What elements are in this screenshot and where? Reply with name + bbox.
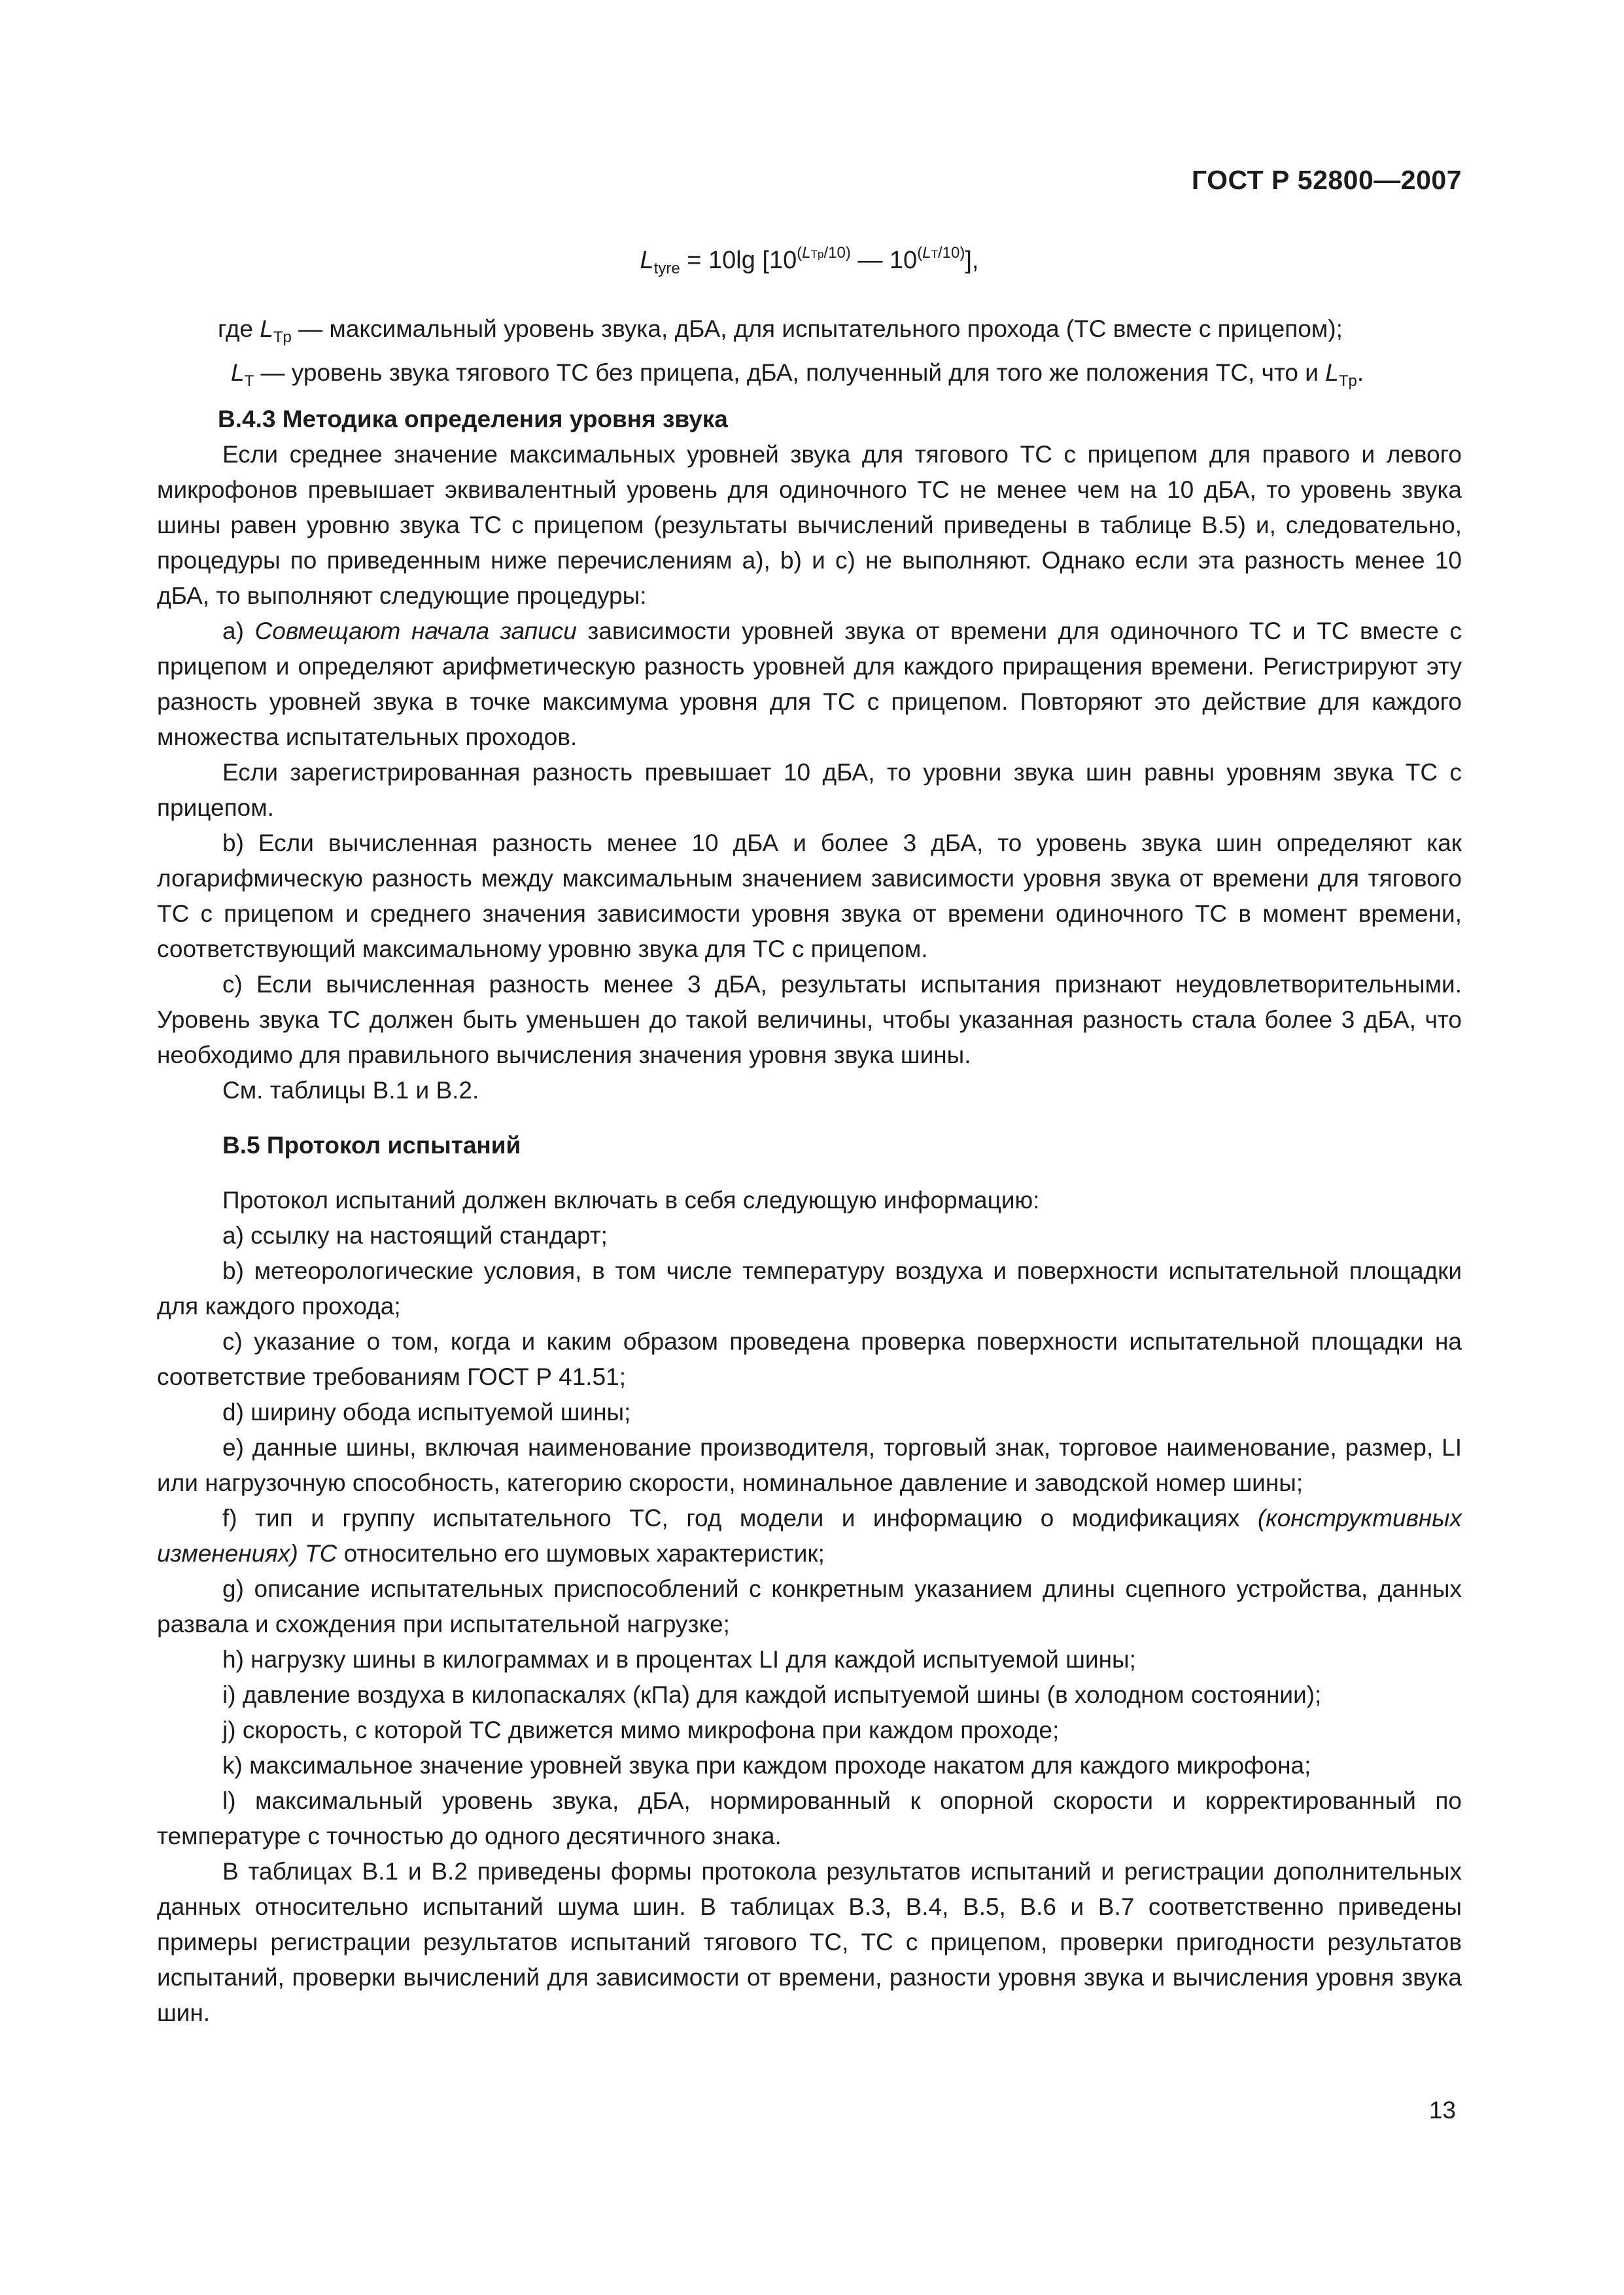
where-sub: T	[244, 372, 254, 390]
exp-paren: (	[797, 244, 803, 262]
item-prefix: a)	[222, 618, 255, 644]
paragraph: В таблицах В.1 и В.2 приведены формы протокола результатов испытаний и регистрации дополнительных данных относительно испытаний шума шин. В таблицах В.3, В.4, В.5, В.6 и В.7 соответственно приведены примеры регистрации результатов испытаний тягового ТС, ТС с прицепом, проверки пригодности результатов испытаний, проверки вычислений для зависимости от времени, разности уровня звука и вычисления уровня звука шин.	[157, 1858, 1462, 2026]
where-symbol: L	[231, 359, 245, 386]
list-item: h) нагрузку шины в килограммах и в процентах LI для каждой испытуемой шины;	[222, 1646, 1136, 1673]
list-item: c) указание о том, когда и каким образом проведена проверка поверхности испытательной площадки на соответствие требованиям ГОСТ Р 41.51;	[157, 1328, 1462, 1390]
formula-text: ],	[965, 247, 979, 274]
item-text: относительно его шумовых характеристик;	[337, 1540, 825, 1567]
list-item: i) давление воздуха в килопаскалях (кПа) для каждой испытуемой шины (в холодном состоянии);	[222, 1681, 1322, 1708]
formula-subscript: tyre	[653, 260, 680, 277]
item-italic: (конструктивных изменениях) ТС	[157, 1505, 1462, 1567]
exp-symbol: L	[922, 244, 931, 262]
paragraph: Если зарегистрированная разность превышает 10 дБА, то уровни звука шин равны уровням звука ТС с прицепом.	[157, 759, 1462, 821]
exp-symbol: L	[802, 244, 811, 262]
document-header: ГОСТ Р 52800—2007	[1191, 165, 1462, 195]
where-sub: Tp	[273, 328, 292, 346]
formula-text: = 10lg [10	[680, 247, 797, 274]
section-heading-b43: В.4.3 Методика определения уровня звука	[218, 406, 728, 432]
item-text: зависимости уровней звука от времени для одиночного ТС и ТС вместе с прицепом и определяют арифметическую разность уровней для каждого приращения времени. Регистрируют эту разность уровней звука в точке максимума уровня для ТС с прицепом. Повторяют это действие для каждого множества испытательных проходов.	[157, 618, 1462, 750]
list-item: b) метеорологические условия, в том числе температуру воздуха и поверхности испытательной площадки для каждого прохода;	[157, 1257, 1462, 1320]
exp-tail: /10)	[937, 244, 965, 262]
item-italic: Совмещают начала записи	[254, 618, 577, 644]
list-item: a) ссылку на настоящий стандарт;	[222, 1222, 608, 1249]
exp-sub: Tp	[810, 248, 824, 260]
list-item: j) скорость, с которой ТС движется мимо микрофона при каждом проходе;	[222, 1717, 1060, 1743]
section-heading-b5: В.5 Протокол испытаний	[222, 1132, 521, 1159]
paragraph-item-c: c) Если вычисленная разность менее 3 дБА, результаты испытания признают неудовлетворительными. Уровень звука ТС должен быть уменьшен до такой величины, чтобы указанная разность стала более 3 дБА, что необходимо для правильного вычисления значения уровня звука шины.	[157, 971, 1462, 1068]
list-item	[157, 1501, 1462, 1571]
formula-symbol: L	[640, 247, 654, 274]
paragraph-item-b: b) Если вычисленная разность менее 10 дБА и более 3 дБА, то уровень звука шин определяют как логарифмическую разность между максимальным значением зависимости уровня звука от времени для тягового ТС с прицепом и среднего значения зависимости уровня звука от времени одиночного ТС в момент времени, соответствующий максимальному уровню звука для ТС с прицепом.	[157, 830, 1462, 962]
list-item: g) описание испытательных приспособлений с конкретным указанием длины сцепного устройства, данных развала и схождения при испытательной нагрузке;	[157, 1575, 1462, 1638]
paragraph: Протокол испытаний должен включать в себя следующую информацию:	[222, 1187, 1040, 1214]
where-prefix: где	[218, 315, 260, 342]
exp-paren: (	[917, 244, 923, 262]
exp-tail: /10)	[823, 244, 851, 262]
where-text: .	[1356, 359, 1364, 386]
formula-exponent-1	[797, 244, 851, 262]
list-item: d) ширину обода испытуемой шины;	[222, 1399, 631, 1426]
paragraph-item-a	[157, 614, 1462, 755]
where-symbol: L	[1325, 359, 1339, 386]
page-number: 13	[1428, 2097, 1456, 2124]
where-line-1	[157, 311, 1462, 355]
where-symbol: L	[260, 315, 273, 342]
page-content	[157, 236, 1462, 2031]
item-text: f) тип и группу испытательного ТС, год модели и информацию о модификациях	[222, 1505, 1258, 1532]
where-text: — уровень звука тягового ТС без прицепа, дБА, полученный для того же положения ТС, что и	[254, 359, 1326, 386]
formula-exponent-2	[917, 244, 965, 262]
list-item: e) данные шины, включая наименование производителя, торговый знак, торговое наименование, размер, LI или нагрузочную способность, категорию скорости, номинальное давление и заводской номер шины;	[157, 1434, 1462, 1496]
where-text: — максимальный уровень звука, дБА, для испытательного прохода (ТС вместе с прицепом);	[291, 315, 1343, 342]
list-item: l) максимальный уровень звука, дБА, нормированный к опорной скорости и корректированный по температуре с точностью до одного десятичного знака.	[157, 1787, 1462, 1849]
paragraph: Если среднее значение максимальных уровней звука для тягового ТС с прицепом для правого и левого микрофонов превышает эквивалентный уровень для одиночного ТС не менее чем на 10 дБА, то уровень звука шины равен уровню звука ТС с прицепом (результаты вычислений приведены в таблице В.5) и, следовательно, процедуры по приведенным ниже перечислениям a), b) и c) не выполняют. Однако если эта разность менее 10 дБА, то выполняют следующие процедуры:	[157, 441, 1462, 609]
where-sub: Tp	[1338, 372, 1357, 390]
list-item: k) максимальное значение уровней звука при каждом проходе накатом для каждого микрофона;	[222, 1752, 1311, 1779]
paragraph: См. таблицы В.1 и В.2.	[222, 1077, 479, 1104]
exp-sub: T	[931, 248, 938, 260]
formula-text: — 10	[850, 247, 918, 274]
where-line-2	[157, 355, 1462, 399]
formula-ltyre	[157, 236, 1462, 287]
